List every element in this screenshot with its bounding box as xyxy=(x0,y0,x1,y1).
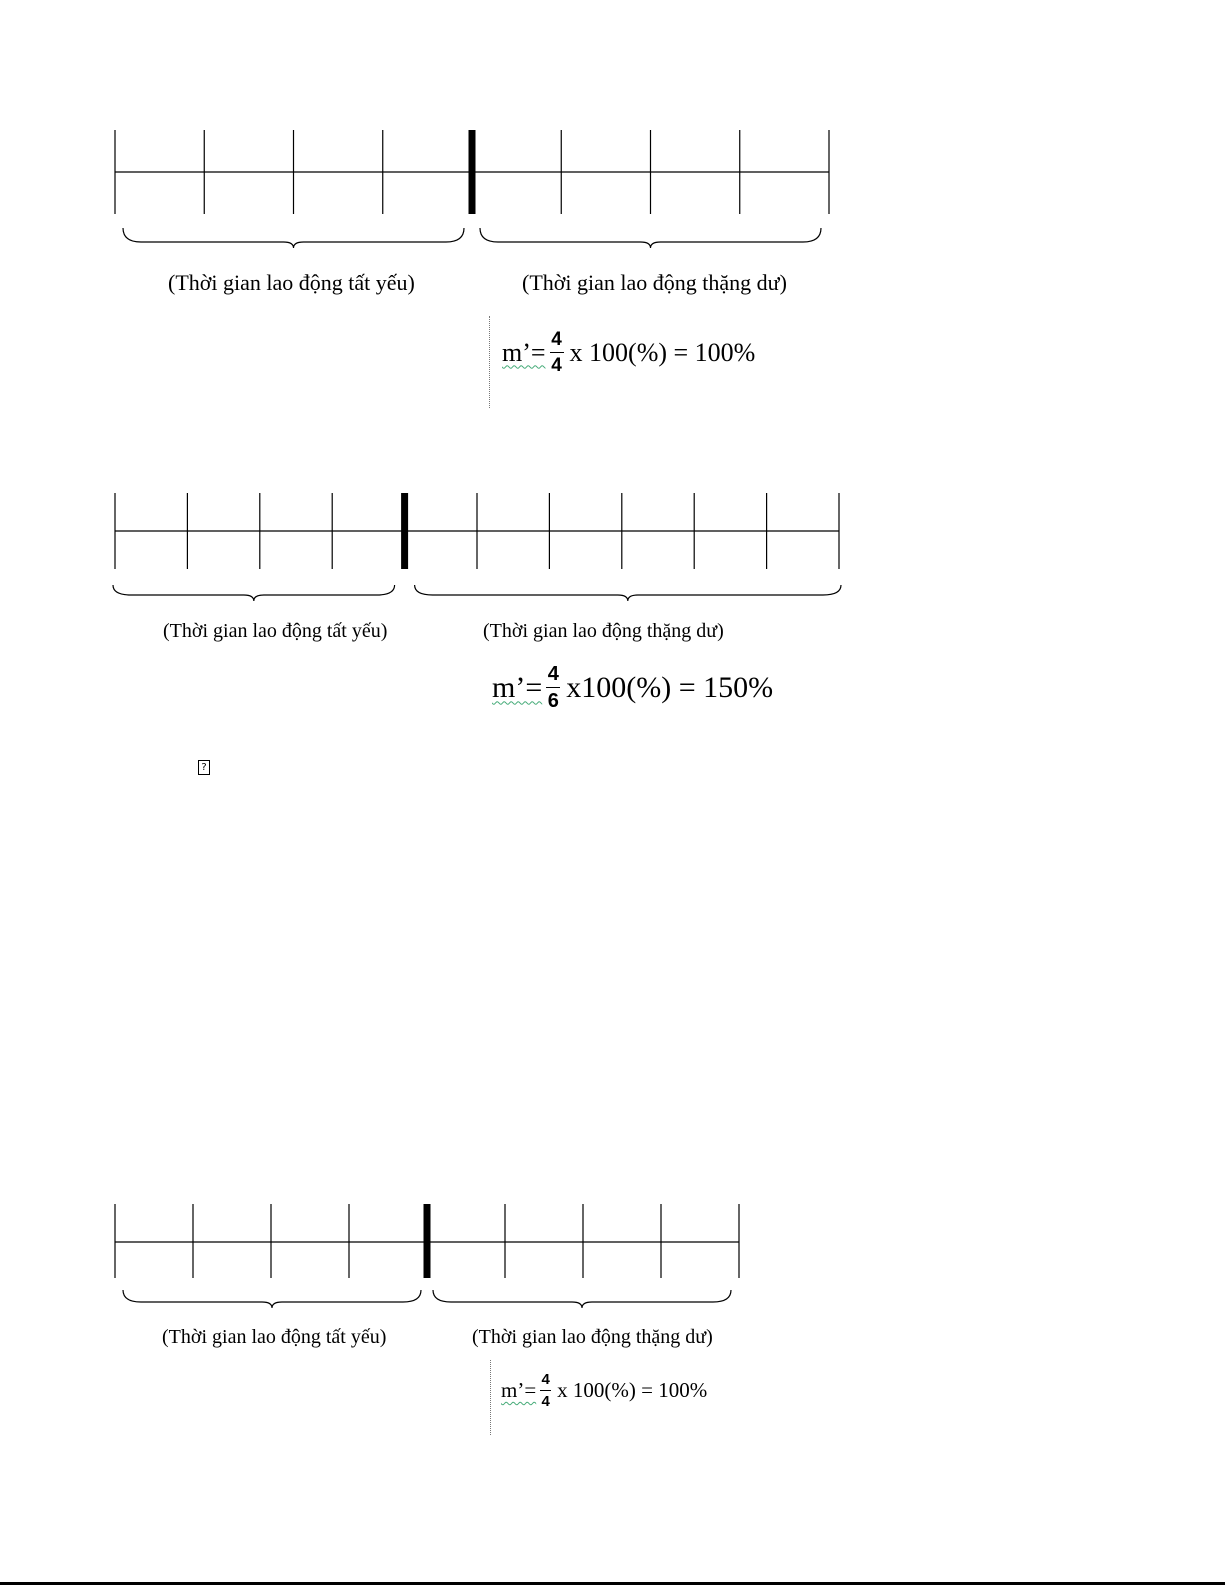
necessary-labor-label-1: (Thời gian lao động tất yếu) xyxy=(168,270,415,295)
timeline-3 xyxy=(115,1204,739,1308)
surplus-labor-brace xyxy=(415,585,841,601)
divider-line-3 xyxy=(490,1360,491,1435)
fraction-bar xyxy=(550,352,564,353)
surplus-labor-label-2: (Thời gian lao động thặng dư) xyxy=(483,620,724,642)
necessary-labor-brace xyxy=(113,585,395,601)
placeholder-glyph: ? xyxy=(198,760,210,775)
numerator: 4 xyxy=(547,663,559,685)
surplus-labor-label-1: (Thời gian lao động thặng dư) xyxy=(522,270,787,295)
surplus-labor-brace xyxy=(433,1290,731,1308)
fraction xyxy=(546,664,560,711)
fraction-bar xyxy=(546,687,560,688)
timeline-2 xyxy=(113,493,841,601)
necessary-labor-brace xyxy=(123,228,464,248)
fraction-bar xyxy=(540,1390,551,1391)
timeline-1 xyxy=(115,130,829,248)
formula-lhs: m’= xyxy=(492,670,543,704)
surplus-labor-label-3: (Thời gian lao động thặng dư) xyxy=(472,1326,713,1348)
formula-lhs: m’= xyxy=(501,1378,537,1402)
fraction xyxy=(540,1372,551,1409)
fraction xyxy=(550,330,564,375)
necessary-labor-brace xyxy=(123,1290,421,1308)
formula-rhs: x100(%) = 150% xyxy=(566,670,774,704)
necessary-labor-label-2: (Thời gian lao động tất yếu) xyxy=(163,620,388,642)
denominator: 6 xyxy=(547,690,559,712)
surplus-rate-formula-1 xyxy=(502,330,755,375)
surplus-rate-formula-3 xyxy=(501,1372,707,1409)
surplus-labor-brace xyxy=(480,228,821,248)
numerator: 4 xyxy=(551,329,562,350)
formula-rhs: x 100(%) = 100% xyxy=(569,337,756,367)
divider-line-1 xyxy=(489,316,490,408)
denominator: 4 xyxy=(551,355,562,376)
formula-lhs: m’= xyxy=(502,337,546,367)
necessary-labor-label-3: (Thời gian lao động tất yếu) xyxy=(162,1326,387,1348)
surplus-rate-formula-2 xyxy=(492,664,773,711)
denominator: 4 xyxy=(541,1393,550,1410)
numerator: 4 xyxy=(541,1371,550,1388)
formula-rhs: x 100(%) = 100% xyxy=(557,1378,708,1402)
